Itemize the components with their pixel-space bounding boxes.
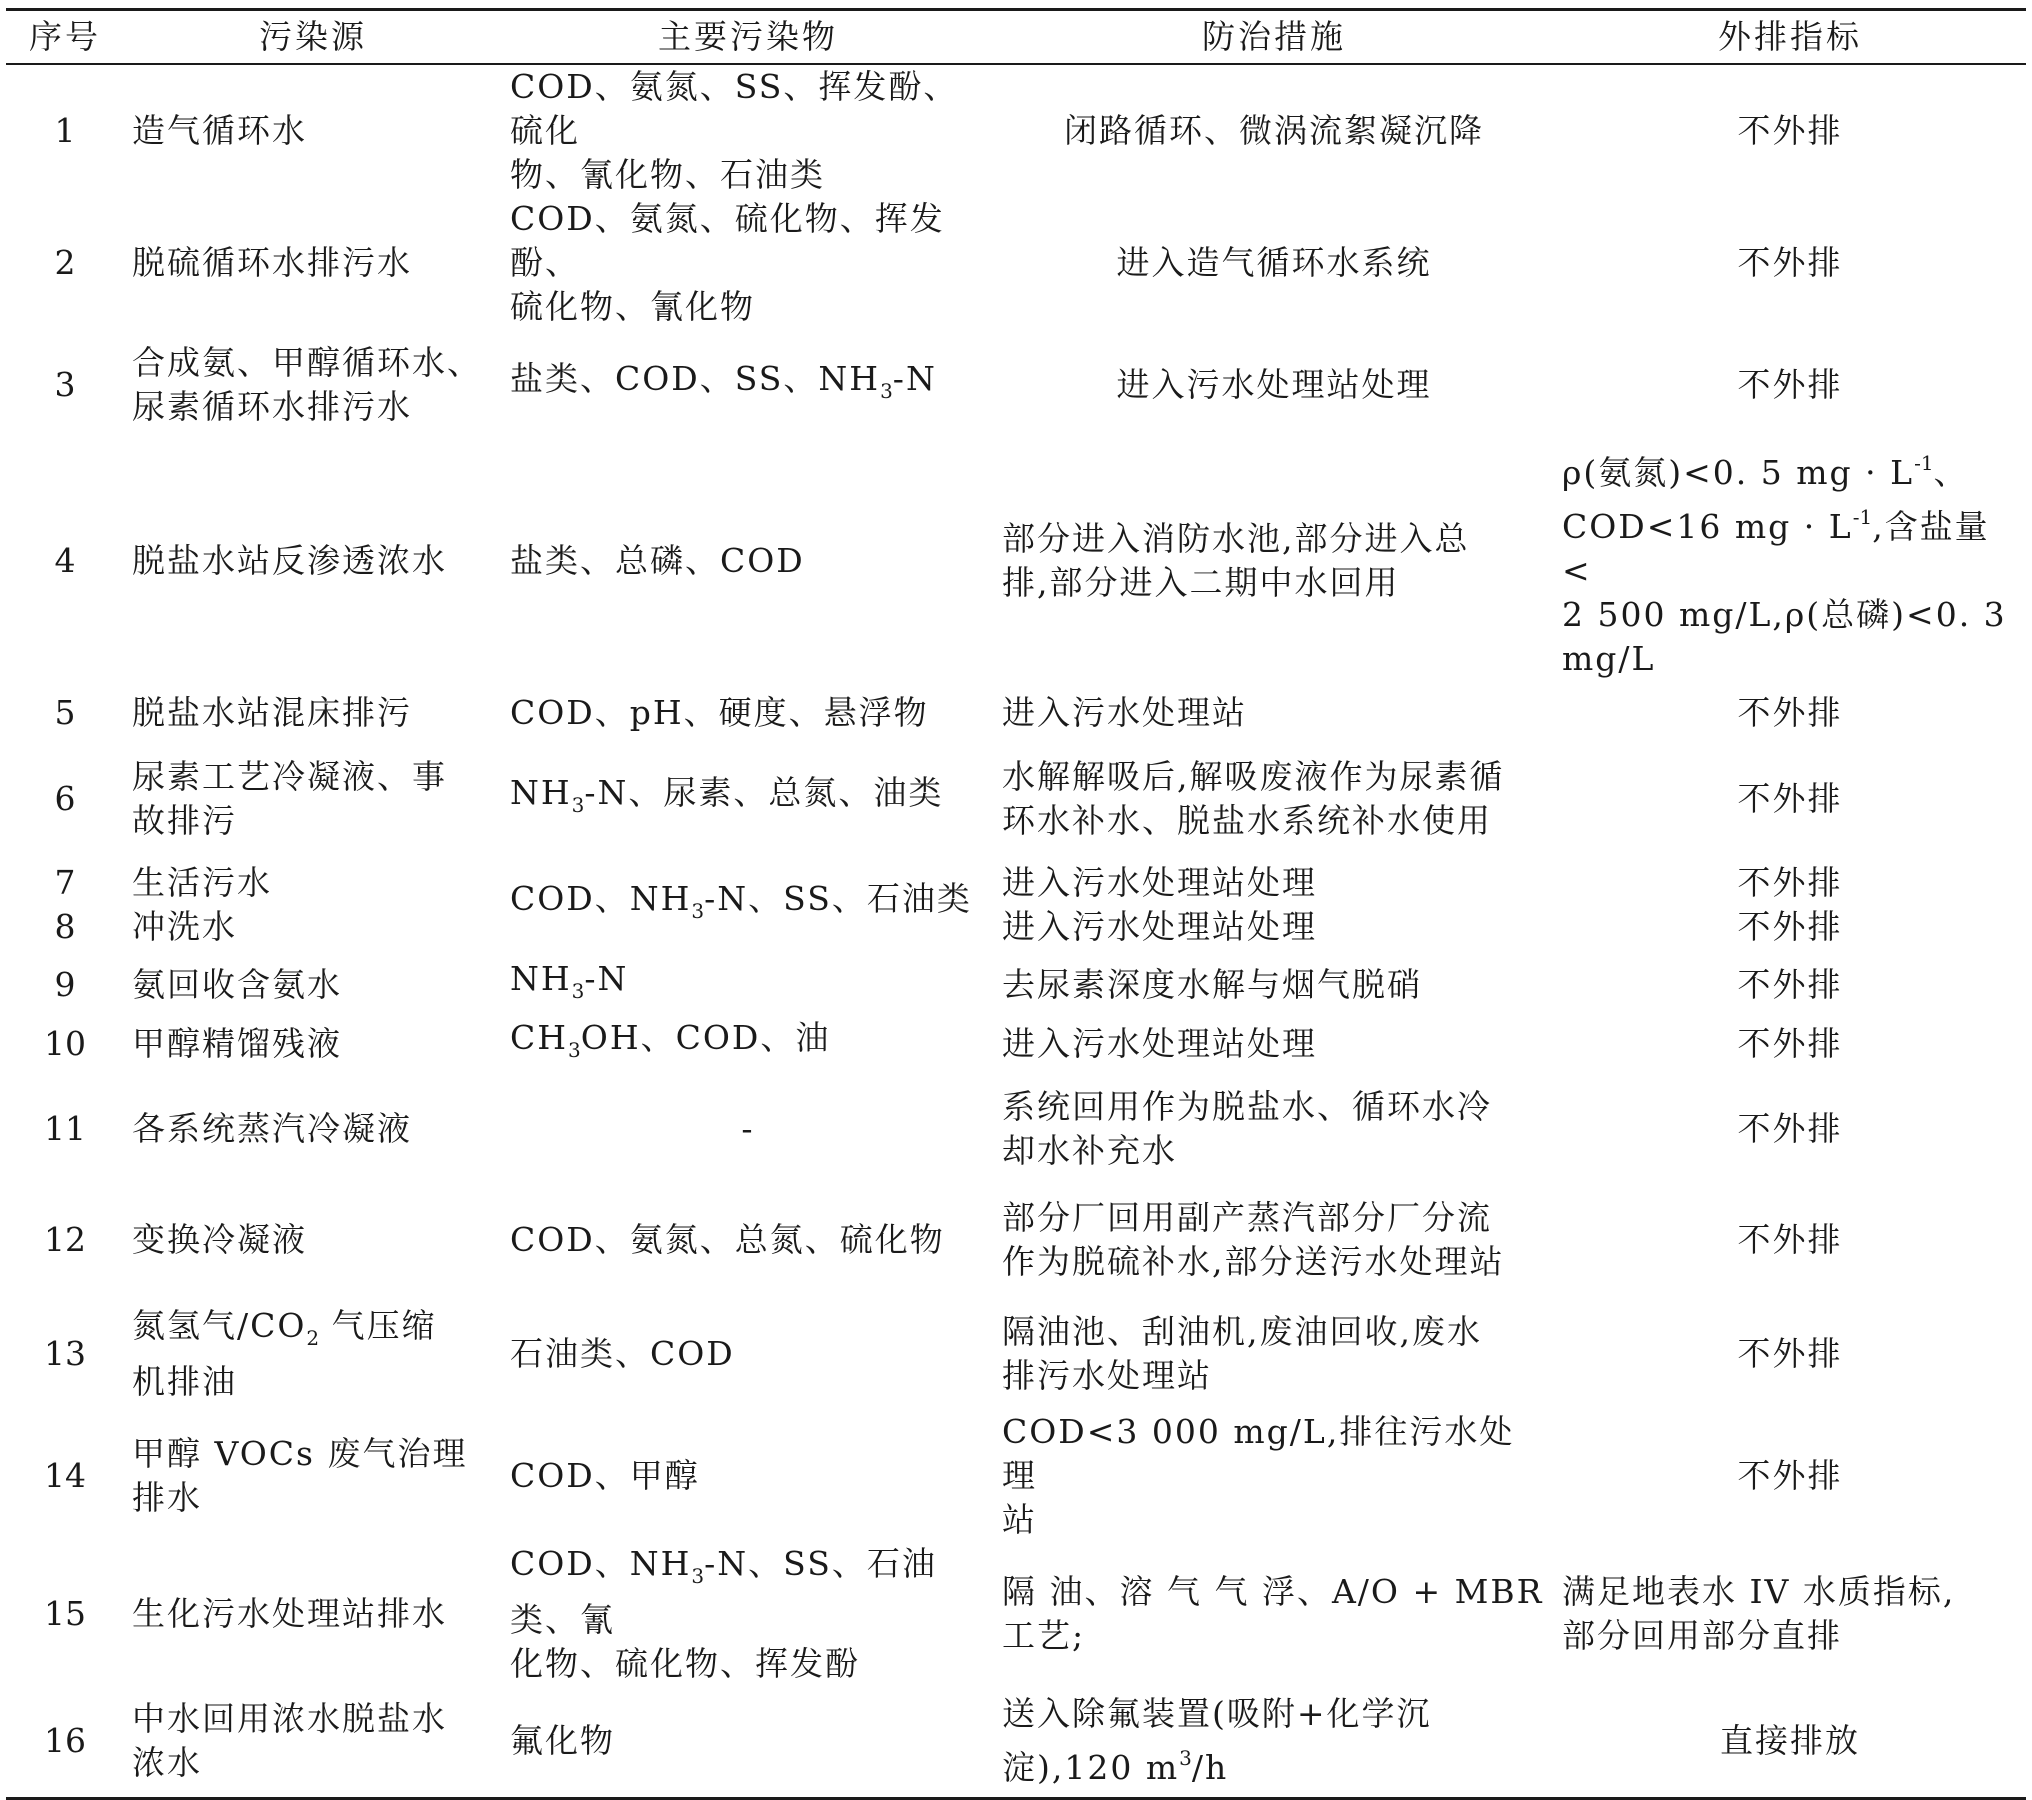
table-row xyxy=(6,197,2026,329)
row-source: 氨回收含氨水 xyxy=(132,965,342,1004)
row-discharge: 不外排 xyxy=(1737,1024,1843,1063)
row-pollutants: COD、氨氮、硫化物、挥发酚、 硫化物、氰化物 xyxy=(510,199,945,326)
table-row xyxy=(6,1013,2026,1075)
row-no: 2 xyxy=(54,243,76,282)
row-measures: 部分进入消防水池,部分进入总 排,部分进入二期中水回用 xyxy=(1002,519,1470,602)
row-source: 变换冷凝液 xyxy=(132,1220,307,1259)
row-measures: 送入除氟装置(吸附+化学沉 淀),120 $m^3/h$ xyxy=(994,1686,1554,1798)
row-pollutants: COD、氨氮、SS、挥发酚、硫化 物、氰化物、石油类 xyxy=(510,67,959,194)
row-source: 生活污水 冲洗水 xyxy=(132,863,272,946)
row-no: 5 xyxy=(54,693,76,732)
row-source: 脱盐水站混床排污 xyxy=(132,693,412,732)
table-row xyxy=(6,853,2026,957)
row-source: 各系统蒸汽冷凝液 xyxy=(132,1109,412,1148)
row-no: 4 xyxy=(54,541,76,580)
row-discharge: 不外排 xyxy=(1737,1109,1843,1148)
header-discharge: 外排指标 xyxy=(1554,10,2026,65)
row-no: 1 xyxy=(54,111,76,150)
row-pollutants: $NH_3-N$、尿素、总氮、油类 xyxy=(510,773,944,817)
row-no: 12 xyxy=(44,1220,86,1259)
table-row xyxy=(6,1410,2026,1542)
row-measures: 部分厂回用副产蒸汽部分厂分流 作为脱硫补水,部分送污水处理站 xyxy=(1002,1198,1505,1281)
row-pollutants: $CH_3OH$、COD、油 xyxy=(510,1018,831,1062)
row-discharge: 不外排 xyxy=(1737,365,1843,404)
row-discharge: 不外排 xyxy=(1737,1456,1843,1495)
row-pollutants: 盐类、总磷、COD xyxy=(510,541,805,580)
row-no: 16 xyxy=(6,1686,124,1798)
row-pollutants: COD、甲醇 xyxy=(510,1456,700,1495)
row-discharge: ρ(氨氮)<0. 5 mg · $L^{-1}$、 COD<16 mg · $L^{-1}$,含盐量< 2 500 mg/L,ρ(总磷)<0. 3 mg/L xyxy=(1562,451,2007,678)
table-header-row xyxy=(6,10,2026,65)
row-no: 15 xyxy=(44,1594,86,1633)
table-row xyxy=(6,1297,2026,1410)
table-row xyxy=(6,957,2026,1013)
table-row xyxy=(6,441,2026,681)
pollution-control-table xyxy=(6,8,2026,1800)
row-measures: 进入污水处理站 xyxy=(1002,693,1247,732)
row-no: 6 xyxy=(54,779,76,818)
row-measures: 系统回用作为脱盐水、循环水冷 却水补充水 xyxy=(1002,1087,1492,1170)
table-row xyxy=(6,1686,2026,1798)
row-discharge: 满足地表水 IV 水质指标, 部分回用部分直排 xyxy=(1562,1572,1956,1655)
header-source: 污染源 xyxy=(124,10,502,65)
row-source: 合成氨、甲醇循环水、 尿素循环水排污水 xyxy=(132,343,482,426)
row-measures: 闭路循环、微涡流絮凝沉降 xyxy=(1064,111,1484,150)
table-row xyxy=(6,1183,2026,1297)
row-no: 14 xyxy=(44,1456,86,1495)
row-source: 氮氢气$/CO_2$ 气压缩 机排油 xyxy=(132,1305,437,1401)
row-measures: 水解解吸后,解吸废液作为尿素循 环水补水、脱盐水系统补水使用 xyxy=(1002,757,1505,840)
row-source: 尿素工艺冷凝液、事 故排污 xyxy=(132,757,447,840)
row-discharge: 不外排 xyxy=(1737,1333,1843,1373)
row-discharge: 不外排 xyxy=(1737,693,1843,732)
row-pollutants: 盐类、COD、SS、$NH_3-N$ xyxy=(510,359,937,403)
row-pollutants: COD、$NH_3-N$、SS、石油类、氰 化物、硫化物、挥发酚 xyxy=(510,1544,937,1683)
table-row xyxy=(6,1542,2026,1686)
header-no: 序号 xyxy=(6,10,124,65)
row-source: 生化污水处理站排水 xyxy=(132,1594,447,1633)
row-measures: 隔 油、溶 气 气 浮、A/O + MBR 工艺; xyxy=(1002,1572,1544,1655)
row-no: 13 xyxy=(44,1333,86,1373)
row-pollutants: COD、氨氮、总氮、硫化物 xyxy=(510,1220,945,1259)
header-pollutants: 主要污染物 xyxy=(502,10,994,65)
table-row xyxy=(6,745,2026,853)
row-measures: 进入污水处理站处理 进入污水处理站处理 xyxy=(1002,863,1317,946)
row-measures: 去尿素深度水解与烟气脱硝 xyxy=(1002,965,1422,1004)
row-source: 中水回用浓水脱盐水 浓水 xyxy=(124,1686,502,1798)
row-discharge: 不外排 xyxy=(1737,779,1843,818)
row-no: 7 8 xyxy=(54,863,76,946)
row-no: 11 xyxy=(44,1109,86,1148)
row-pollutants: $NH_3-N$ xyxy=(510,959,629,1003)
table-row xyxy=(6,64,2026,197)
row-pollutants: 石油类、COD xyxy=(510,1333,735,1373)
row-measures: 进入污水处理站处理 xyxy=(1116,365,1432,404)
row-source: 脱硫循环水排污水 xyxy=(132,243,412,282)
row-discharge: 不外排 xyxy=(1737,965,1843,1004)
row-discharge: 不外排 不外排 xyxy=(1737,863,1843,946)
row-measures: COD<3 000 mg/L,排往污水处理 站 xyxy=(1002,1412,1515,1539)
row-pollutants: 氟化物 xyxy=(502,1686,994,1798)
header-measures: 防治措施 xyxy=(994,10,1554,65)
row-pollutants: - xyxy=(741,1109,755,1148)
row-measures: 隔油池、刮油机,废油回收,废水 排污水处理站 xyxy=(1002,1311,1482,1395)
table-row xyxy=(6,329,2026,441)
row-no: 3 xyxy=(54,365,76,404)
row-pollutants: COD、$NH_3-N$、SS、石油类 xyxy=(510,879,972,923)
pollution-control-table-wrapper xyxy=(6,8,2026,1800)
row-measures: 进入污水处理站处理 xyxy=(1002,1024,1317,1063)
row-discharge: 不外排 xyxy=(1737,1220,1843,1259)
row-discharge: 直接排放 xyxy=(1554,1686,2026,1798)
row-pollutants: COD、pH、硬度、悬浮物 xyxy=(510,693,929,732)
row-source: 甲醇 VOCs 废气治理 排水 xyxy=(132,1434,468,1517)
row-no: 9 xyxy=(54,965,76,1004)
row-no: 10 xyxy=(44,1024,86,1063)
row-discharge: 不外排 xyxy=(1737,111,1843,150)
row-source: 造气循环水 xyxy=(132,111,307,150)
row-source: 甲醇精馏残液 xyxy=(132,1024,342,1063)
row-measures: 进入造气循环水系统 xyxy=(1116,243,1432,282)
table-row xyxy=(6,1075,2026,1183)
row-discharge: 不外排 xyxy=(1737,243,1843,282)
table-row xyxy=(6,681,2026,745)
row-source: 脱盐水站反渗透浓水 xyxy=(132,541,447,580)
